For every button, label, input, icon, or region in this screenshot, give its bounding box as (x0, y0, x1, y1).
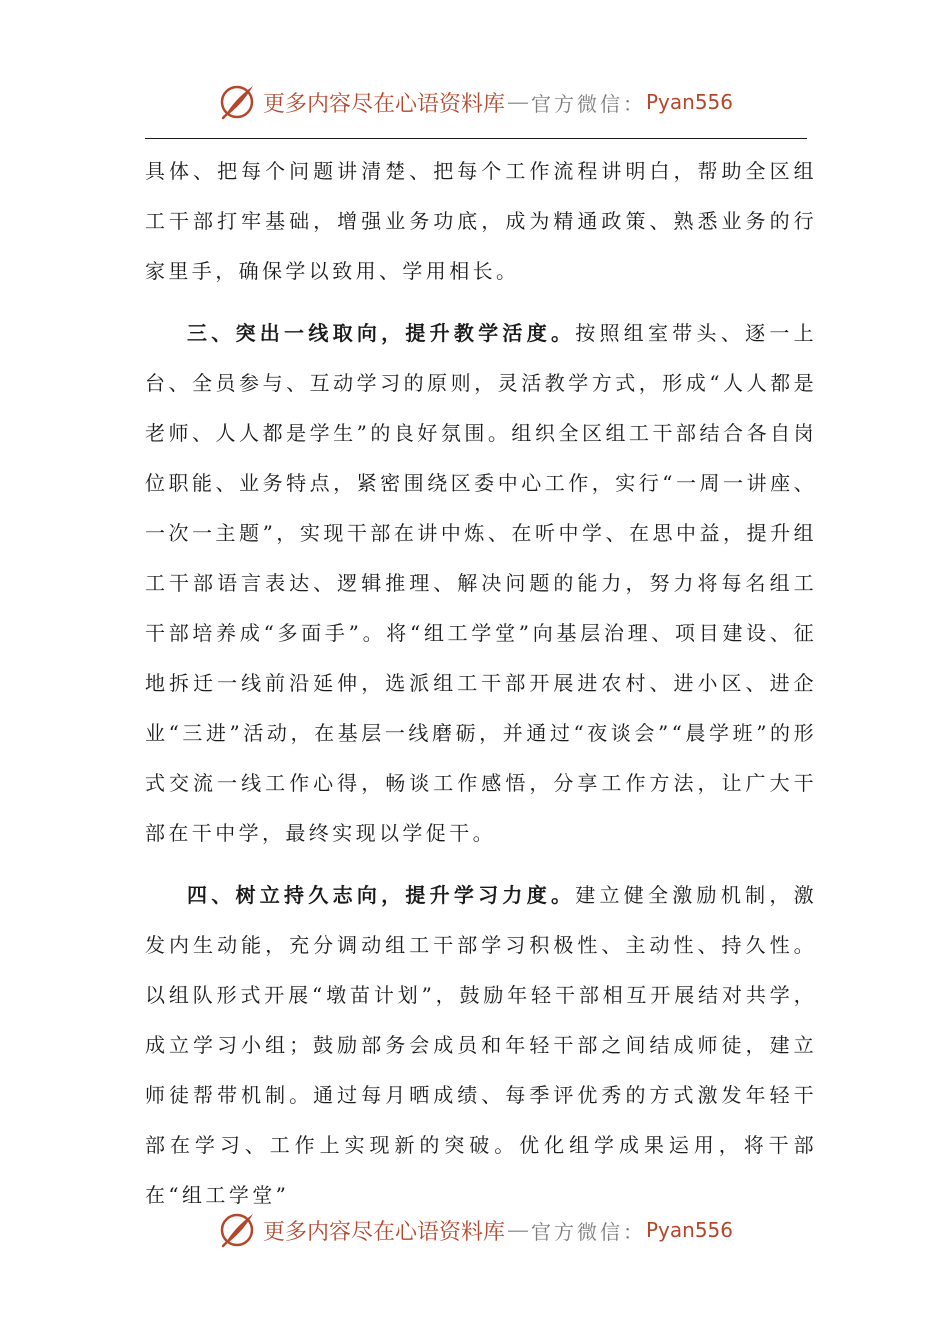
paragraph-body: 具体、把每个问题讲清楚、把每个工作流程讲明白，帮助全区组工干部打牢基础，增强业务功底，成为精通政策、熟悉业务的行家里手，确保学以致用、学用相长。 (145, 159, 817, 283)
banner-separator: — (507, 1217, 529, 1243)
paragraph-body: 按照组室带头、逐一上台、全员参与、互动学习的原则，灵活教学方式，形成“人人都是老师、人人都是学生”的良好氛围。组织全区组工干部结合各自岗位职能、业务特点，紧密围绕区委中心工作，实行“一周一讲座、一次一主题”，实现干部在讲中炼、在听中学、在思中益，提升组工干部语言表达、逻辑推理、解决问题的能力，努力将每名组工干部培养成“多面手”。将“组工学堂”向基层治理、项目建设、征地拆迁一线前沿延伸，选派组工干部开展进农村、进小区、进企业“三进”活动，在基层一线磨砺，并通过“夜谈会”“晨学班”的形式交流一线工作心得，畅谈工作感悟，分享工作方法，让广大干部在干中学，最终实现以学促干。 (145, 321, 818, 845)
paragraph-section-3 (145, 308, 817, 858)
banner-separator: — (507, 89, 529, 115)
wechat-label: 官方微信： (531, 91, 646, 116)
wechat-id: Pyan556 (646, 1218, 734, 1242)
section-heading: 四、树立持久志向，提升学习力度。 (187, 883, 576, 907)
brand-text: 更多内容尽在心语资料库 (262, 1219, 505, 1245)
wechat-label: 官方微信： (531, 1219, 646, 1244)
header-divider (145, 138, 807, 139)
section-heading: 三、突出一线取向，提升教学活度。 (187, 321, 576, 345)
footer-banner (0, 1208, 950, 1252)
paragraph-continuation (145, 146, 817, 296)
paragraph-section-4 (145, 870, 817, 1220)
quill-pen-icon (217, 1210, 257, 1250)
paragraph-body: 建立健全激励机制，激发内生动能，充分调动组工干部学习积极性、主动性、持久性。以组队形式开展“墩苗计划”，鼓励年轻干部相互开展结对共学，成立学习小组；鼓励部务会成员和年轻干部之间结成师徒，建立师徒帮带机制。通过每月晒成绩、每季评优秀的方式激发年轻干部在学习、工作上实现新的突破。优化组学成果运用，将干部在“组工学堂” (145, 883, 818, 1207)
wechat-id: Pyan556 (646, 90, 734, 114)
brand-text: 更多内容尽在心语资料库 (262, 91, 505, 117)
document-body (145, 146, 817, 1220)
quill-pen-icon (217, 82, 257, 122)
header-banner (0, 80, 950, 124)
